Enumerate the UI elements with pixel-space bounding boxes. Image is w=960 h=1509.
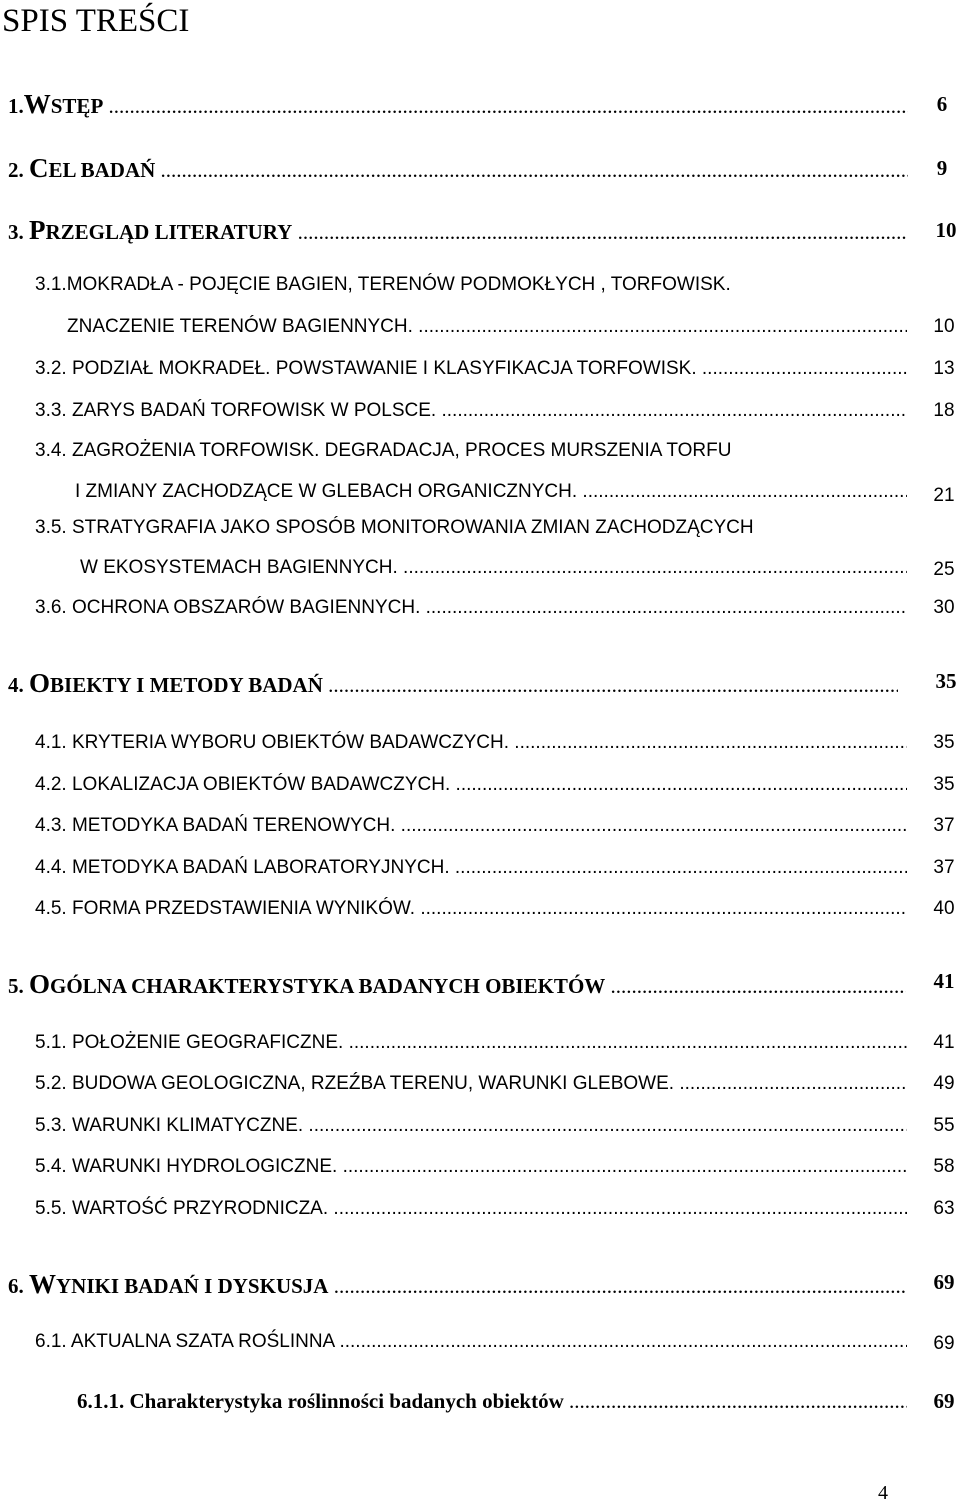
toc-page: 35	[933, 732, 955, 753]
toc-title: 6.1.1. Charakterystyka roślinności badanych obiektów .....	[77, 1387, 907, 1415]
toc-initial: C	[29, 154, 49, 183]
toc-entry[interactable]	[0, 478, 960, 506]
toc-entry[interactable]	[0, 1070, 960, 1098]
toc-page: 37	[933, 857, 955, 878]
toc-entry[interactable]	[0, 554, 960, 582]
toc-entry[interactable]	[0, 669, 960, 697]
toc-title: STĘP	[50, 94, 104, 118]
toc-title: I ZMIANY ZACHODZĄCE W GLEBACH ORGANICZNYCH. .....	[75, 478, 907, 506]
toc-number: 6.	[8, 1274, 29, 1298]
toc-title: W EKOSYSTEMACH BAGIENNYCH. .....	[80, 554, 907, 582]
toc-title: 4.2. LOKALIZACJA OBIEKTÓW BADAWCZYCH. .....	[35, 771, 907, 799]
toc-title: 5.2. BUDOWA GEOLOGICZNA, RZEŹBA TERENU, WARUNKI GLEBOWE. .....	[35, 1070, 907, 1098]
toc-page: 35	[933, 774, 955, 795]
toc-number: 1.	[8, 94, 24, 118]
toc-entry[interactable]	[0, 154, 960, 182]
toc-page: 30	[933, 597, 955, 618]
toc-page: 49	[933, 1073, 955, 1094]
toc-title: 5.3. WARUNKI KLIMATYCZNE. .....	[35, 1112, 907, 1140]
toc-title: 4.5. FORMA PRZEDSTAWIENIA WYNIKÓW. .....	[35, 895, 907, 923]
toc-entry[interactable]	[0, 812, 960, 840]
toc-page: 10	[933, 316, 955, 337]
toc-entry[interactable]	[0, 1195, 960, 1223]
toc-page: 63	[933, 1198, 955, 1219]
toc-entry[interactable]	[0, 313, 960, 341]
toc-entry[interactable]	[0, 970, 960, 998]
toc-page: 58	[933, 1156, 955, 1177]
toc-title: 6.1. AKTUALNA SZATA ROŚLINNA .....	[35, 1328, 907, 1356]
toc-page: 35	[935, 669, 957, 693]
toc-entry[interactable]	[0, 1387, 960, 1415]
toc-entry[interactable]	[0, 1328, 960, 1356]
toc-number: 2.	[8, 158, 29, 182]
toc-entry[interactable]	[0, 771, 960, 799]
toc-number: 5.	[8, 974, 29, 998]
toc-entry[interactable]	[0, 1112, 960, 1140]
toc-page: 10	[935, 218, 957, 242]
toc-title: 3.6. OCHRONA OBSZARÓW BAGIENNYCH. .....	[35, 594, 907, 622]
toc-initial: W	[23, 90, 51, 119]
toc-page: 25	[933, 559, 955, 580]
toc-entry[interactable]	[0, 1270, 960, 1298]
toc-page: 9	[936, 156, 948, 180]
toc-page: 37	[933, 815, 955, 836]
toc-page: 41	[933, 1032, 955, 1053]
toc-title: EL BADAŃ	[48, 158, 156, 182]
toc-initial: O	[29, 970, 51, 999]
page-number: 4	[878, 1482, 888, 1504]
toc-entry[interactable]	[0, 216, 960, 244]
toc-title: 5.1. POŁOŻENIE GEOGRAFICZNE. .....	[35, 1029, 907, 1057]
toc-page: 21	[933, 485, 955, 506]
toc-title: 3.3. ZARYS BADAŃ TORFOWISK W POLSCE. .....	[35, 397, 907, 425]
toc-initial: P	[29, 216, 46, 245]
toc-page: 55	[933, 1115, 955, 1136]
toc-page: 69	[933, 1270, 955, 1294]
toc-title: YNIKI BADAŃ I DYSKUSJA	[56, 1274, 329, 1298]
toc-title: 4.3. METODYKA BADAŃ TERENOWYCH. .....	[35, 812, 907, 840]
toc-title: 5.5. WARTOŚĆ PRZYRODNICZA. .....	[35, 1195, 907, 1223]
toc-entry-line[interactable]: 3.1.MOKRADŁA - POJĘCIE BAGIEN, TERENÓW PODMOKŁYCH , TORFOWISK.	[35, 274, 731, 295]
toc-title: 4.1. KRYTERIA WYBORU OBIEKTÓW BADAWCZYCH. .....	[35, 729, 907, 757]
toc-entry[interactable]	[0, 895, 960, 923]
toc-entry[interactable]	[0, 854, 960, 882]
toc-title: 3.2. PODZIAŁ MOKRADEŁ. POWSTAWANIE I KLASYFIKACJA TORFOWISK. .....	[35, 355, 907, 383]
toc-title: 4.4. METODYKA BADAŃ LABORATORYJNYCH. .....	[35, 854, 907, 882]
toc-entry[interactable]	[0, 355, 960, 383]
toc-page: 18	[933, 400, 955, 421]
toc-page: 40	[933, 898, 955, 919]
toc-page: 69	[933, 1333, 955, 1354]
toc-entry[interactable]	[0, 1153, 960, 1181]
toc-entry-line[interactable]: 3.4. ZAGROŻENIA TORFOWISK. DEGRADACJA, PROCES MURSZENIA TORFU	[35, 440, 732, 461]
toc-page: 6	[936, 92, 948, 116]
toc-title: GÓLNA CHARAKTERYSTYKA BADANYCH OBIEKTÓW	[50, 974, 606, 998]
toc-title: 5.4. WARUNKI HYDROLOGICZNE. .....	[35, 1153, 907, 1181]
page-title: SPIS TREŚCI	[2, 3, 190, 39]
toc-initial: O	[29, 669, 51, 698]
toc-initial: W	[29, 1270, 56, 1299]
toc-entry-line[interactable]: 3.5. STRATYGRAFIA JAKO SPOSÓB MONITOROWANIA ZMIAN ZACHODZĄCYCH	[35, 517, 754, 538]
toc-entry[interactable]	[0, 729, 960, 757]
toc-page: 41	[933, 969, 955, 993]
toc-title: ZNACZENIE TERENÓW BAGIENNYCH. .....	[67, 313, 907, 341]
toc-page: 13	[933, 358, 955, 379]
toc-number: 4.	[8, 673, 29, 697]
toc-number: 3.	[8, 220, 29, 244]
toc-title: RZEGLĄD LITERATURY	[45, 220, 293, 244]
toc-entry[interactable]	[0, 397, 960, 425]
toc-entry[interactable]	[0, 594, 960, 622]
toc-page: 69	[933, 1389, 955, 1413]
toc-title: BIEKTY I METODY BADAŃ	[50, 673, 323, 697]
toc-entry[interactable]	[0, 1029, 960, 1057]
toc-entry[interactable]	[0, 90, 960, 118]
